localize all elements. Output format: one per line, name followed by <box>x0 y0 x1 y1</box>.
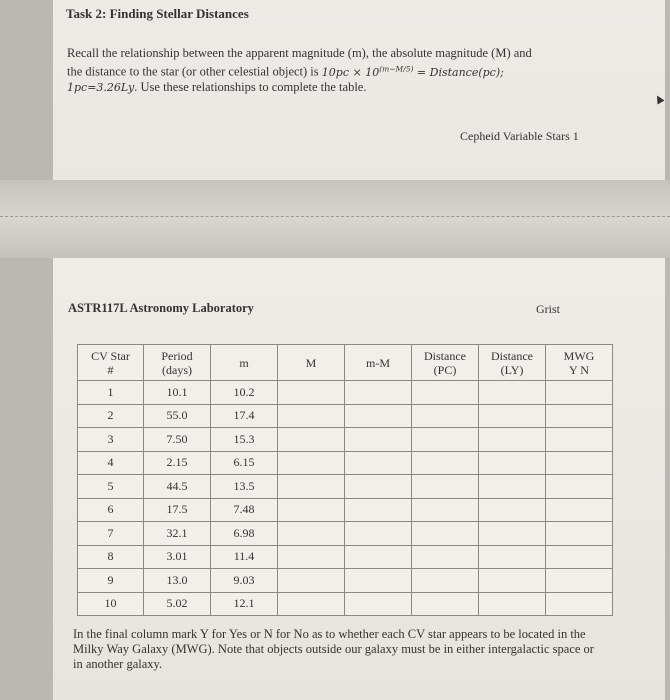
distance-ly-input[interactable] <box>479 498 546 522</box>
parsec-conversion: 1pc=3.26Ly <box>67 80 135 94</box>
period-days: 7.50 <box>144 428 211 452</box>
distance-modulus-input[interactable] <box>345 498 412 522</box>
mwg-input[interactable] <box>546 451 613 475</box>
cv-star-number: 5 <box>78 475 144 499</box>
apparent-magnitude: 7.48 <box>211 498 278 522</box>
cv-star-number: 6 <box>78 498 144 522</box>
absolute-magnitude-input[interactable] <box>278 475 345 499</box>
page-gap <box>0 180 670 258</box>
period-days: 13.0 <box>144 569 211 593</box>
cv-star-number: 9 <box>78 569 144 593</box>
distance-ly-input[interactable] <box>479 475 546 499</box>
distance-pc-input[interactable] <box>412 592 479 616</box>
distance-pc-input[interactable] <box>412 475 479 499</box>
cv-star-number: 7 <box>78 522 144 546</box>
distance-pc-input[interactable] <box>412 404 479 428</box>
distance-modulus-input[interactable] <box>345 428 412 452</box>
absolute-magnitude-input[interactable] <box>278 404 345 428</box>
mwg-input[interactable] <box>546 498 613 522</box>
period-days: 10.1 <box>144 381 211 405</box>
distance-pc-input[interactable] <box>412 428 479 452</box>
cv-star-number: 10 <box>78 592 144 616</box>
header-mwg: MWG Y N <box>546 345 613 381</box>
apparent-magnitude: 11.4 <box>211 545 278 569</box>
apparent-magnitude: 10.2 <box>211 381 278 405</box>
intro-line-3: . Use these relationships to complete the table. <box>134 79 367 94</box>
distance-modulus-input[interactable] <box>345 522 412 546</box>
cv-star-number: 4 <box>78 451 144 475</box>
table-row <box>78 498 613 522</box>
table-row <box>78 428 613 452</box>
distance-modulus-input[interactable] <box>345 545 412 569</box>
mwg-input[interactable] <box>546 404 613 428</box>
cv-star-number: 8 <box>78 545 144 569</box>
absolute-magnitude-input[interactable] <box>278 592 345 616</box>
table-row <box>78 475 613 499</box>
distance-pc-input[interactable] <box>412 451 479 475</box>
period-days: 17.5 <box>144 498 211 522</box>
mwg-input[interactable] <box>546 569 613 593</box>
table-row <box>78 404 613 428</box>
table-row <box>78 381 613 405</box>
distance-ly-input[interactable] <box>479 404 546 428</box>
apparent-magnitude: 9.03 <box>211 569 278 593</box>
formula-base: 10pc × 10 <box>321 65 380 79</box>
mwg-input[interactable] <box>546 381 613 405</box>
apparent-magnitude: 13.5 <box>211 475 278 499</box>
period-days: 5.02 <box>144 592 211 616</box>
cv-star-number: 3 <box>78 428 144 452</box>
apparent-magnitude: 6.98 <box>211 522 278 546</box>
mwg-input[interactable] <box>546 592 613 616</box>
formula-exponent: (m−M/5) <box>379 64 414 73</box>
header-period: Period (days) <box>144 345 211 381</box>
mwg-input[interactable] <box>546 428 613 452</box>
distance-ly-input[interactable] <box>479 569 546 593</box>
distance-ly-input[interactable] <box>479 592 546 616</box>
instructions-footnote: In the final column mark Y for Yes or N for No as to whether each CV star appears to be located in the Milky Way Galaxy (MWG). Note that objects outside our galaxy must be in either intergalactic space or in another galaxy. <box>73 627 594 671</box>
distance-modulus-input[interactable] <box>345 381 412 405</box>
absolute-magnitude-input[interactable] <box>278 381 345 405</box>
absolute-magnitude-input[interactable] <box>278 545 345 569</box>
distance-formula <box>322 66 504 79</box>
distance-ly-input[interactable] <box>479 381 546 405</box>
apparent-magnitude: 17.4 <box>211 404 278 428</box>
distance-modulus-input[interactable] <box>345 569 412 593</box>
period-days: 2.15 <box>144 451 211 475</box>
intro-line-1: Recall the relationship between the apparent magnitude (m), the absolute magnitude (M) and <box>67 46 532 60</box>
header-apparent-magnitude: m <box>211 345 278 381</box>
cv-star-number: 1 <box>78 381 144 405</box>
cepheid-data-table <box>77 344 613 616</box>
cv-star-number: 2 <box>78 404 144 428</box>
author-name: Grist <box>536 302 560 316</box>
distance-ly-input[interactable] <box>479 545 546 569</box>
task-title: Task 2: Finding Stellar Distances <box>66 6 249 21</box>
mwg-input[interactable] <box>546 522 613 546</box>
intro-line-2: the distance to the star (or other celestial object) is <box>67 64 319 79</box>
table-row <box>78 545 613 569</box>
table-row <box>78 522 613 546</box>
distance-pc-input[interactable] <box>412 498 479 522</box>
distance-modulus-input[interactable] <box>345 475 412 499</box>
page-divider <box>0 216 670 217</box>
period-days: 55.0 <box>144 404 211 428</box>
table-row <box>78 592 613 616</box>
distance-pc-input[interactable] <box>412 522 479 546</box>
absolute-magnitude-input[interactable] <box>278 498 345 522</box>
table-row <box>78 451 613 475</box>
distance-ly-input[interactable] <box>479 522 546 546</box>
header-cv-star: CV Star # <box>78 345 144 381</box>
distance-modulus-input[interactable] <box>345 592 412 616</box>
apparent-magnitude: 15.3 <box>211 428 278 452</box>
mwg-input[interactable] <box>546 545 613 569</box>
absolute-magnitude-input[interactable] <box>278 428 345 452</box>
period-days: 3.01 <box>144 545 211 569</box>
distance-pc-input[interactable] <box>412 545 479 569</box>
period-days: 32.1 <box>144 522 211 546</box>
formula-result: = Distance(pc); <box>416 65 504 79</box>
apparent-magnitude: 12.1 <box>211 592 278 616</box>
distance-pc-input[interactable] <box>412 569 479 593</box>
distance-modulus-input[interactable] <box>345 451 412 475</box>
distance-modulus-input[interactable] <box>345 404 412 428</box>
absolute-magnitude-input[interactable] <box>278 451 345 475</box>
distance-pc-input[interactable] <box>412 381 479 405</box>
header-distance-modulus: m-M <box>345 345 412 381</box>
header-distance-ly: Distance (LY) <box>479 345 546 381</box>
course-title: ASTR117L Astronomy Laboratory <box>68 301 254 315</box>
period-days: 44.5 <box>144 475 211 499</box>
table-header-row <box>78 345 613 381</box>
absolute-magnitude-input[interactable] <box>278 569 345 593</box>
header-distance-pc: Distance (PC) <box>412 345 479 381</box>
table-row <box>78 569 613 593</box>
header-absolute-magnitude: M <box>278 345 345 381</box>
distance-ly-input[interactable] <box>479 451 546 475</box>
absolute-magnitude-input[interactable] <box>278 522 345 546</box>
mwg-input[interactable] <box>546 475 613 499</box>
apparent-magnitude: 6.15 <box>211 451 278 475</box>
page-header-right: Cepheid Variable Stars 1 <box>460 129 579 143</box>
intro-paragraph <box>67 46 607 95</box>
distance-ly-input[interactable] <box>479 428 546 452</box>
